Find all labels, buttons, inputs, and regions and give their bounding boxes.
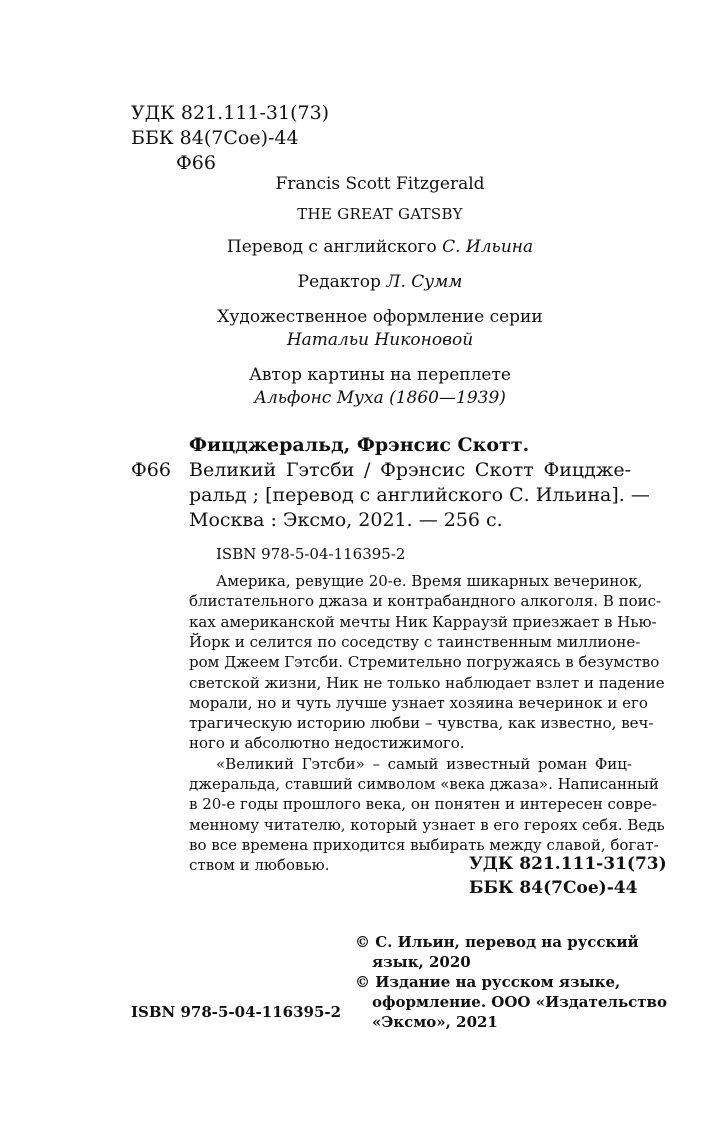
bbk-code: ББК 84(7Сое)-44 <box>131 127 299 149</box>
translation-credit <box>190 236 570 259</box>
catalog-line-3: Москва : Эксмо, 2021. — 256 с. <box>189 509 503 531</box>
annotation-line: ством и любовью. <box>189 856 330 874</box>
annotation-line: морали, но и чуть лучше узнает хозяина вечеринок и его <box>189 694 648 712</box>
annotation-line: ках американской мечты Ник Карраузй приезжает в Нью- <box>189 613 657 631</box>
annotation-line: «Великий Гэтсби» – самый известный роман Фиц- <box>216 755 632 773</box>
catalog-heading: Фицджеральд, Фрэнсис Скотт. <box>189 434 530 456</box>
translation-label: Перевод с английского <box>226 237 437 257</box>
annotation-line: ного и абсолютно недостижимого. <box>189 734 465 752</box>
editor-credit <box>190 271 570 294</box>
copyright-line: © С. Ильин, перевод на русский <box>355 933 639 951</box>
annotation-line: во все времена приходится выбирать между славой, богат- <box>189 836 659 854</box>
cover-label: Автор картины на переплете <box>249 365 511 385</box>
editor-name: Л. Сумм <box>386 272 463 292</box>
editor-label: Редактор <box>297 272 381 292</box>
annotation-line: блистательного джаза и контрабандного алкоголя. В поис- <box>189 592 662 610</box>
annotation-line: джеральда, ставший символом «века джаза». Написанный <box>189 775 659 793</box>
translator-name: С. Ильина <box>442 237 534 257</box>
copyright-line: язык, 2020 <box>372 953 471 971</box>
copyright-line: оформление. ООО «Издательство <box>372 993 667 1011</box>
cover-artist: Альфонс Муха (1860—1939) <box>254 388 506 408</box>
udk-code: УДК 821.111-31(73) <box>131 102 330 124</box>
catalog-mark: Ф66 <box>131 459 171 481</box>
annotation-line: Америка, ревущие 20-е. Время шикарных вечеринок, <box>216 572 643 590</box>
catalog-line-1: Великий Гэтсби / Фрэнсис Скотт Фицдже- <box>189 459 631 481</box>
annotation-line: ром Джеем Гэтсби. Стремительно погружаясь в безумство <box>189 653 660 671</box>
annotation-line: светской жизни, Ник не только наблюдает взлет и падение <box>189 674 665 692</box>
annotation-line: трагическую историю любви – чувства, как известно, веч- <box>189 714 654 732</box>
copyright-line: © Издание на русском языке, <box>355 973 621 991</box>
annotation-line: менному читателю, который узнает в его героях себя. Ведь <box>189 816 665 834</box>
isbn-bottom: ISBN 978-5-04-116395-2 <box>131 1003 342 1021</box>
copyright-line: «Эксмо», 2021 <box>372 1013 498 1031</box>
original-title: THE GREAT GATSBY <box>297 205 463 223</box>
design-label: Художественное оформление серии <box>217 307 543 327</box>
footer-bbk: ББК 84(7Сое)-44 <box>469 878 638 898</box>
annotation-line: Йорк и селится по соседству с таинственным миллионе- <box>189 633 641 651</box>
catalog-line-2: ральд ; [перевод с английского С. Ильина]. — <box>189 484 650 506</box>
author-mark: Ф66 <box>176 152 216 174</box>
original-author: Francis Scott Fitzgerald <box>275 174 485 194</box>
annotation-line: в 20-е годы прошлого века, он понятен и интересен совре- <box>189 795 657 813</box>
footer-udk: УДК 821.111-31(73) <box>469 854 667 874</box>
designer-name: Натальи Никоновой <box>286 330 474 350</box>
catalog-isbn: ISBN 978-5-04-116395-2 <box>216 545 406 563</box>
